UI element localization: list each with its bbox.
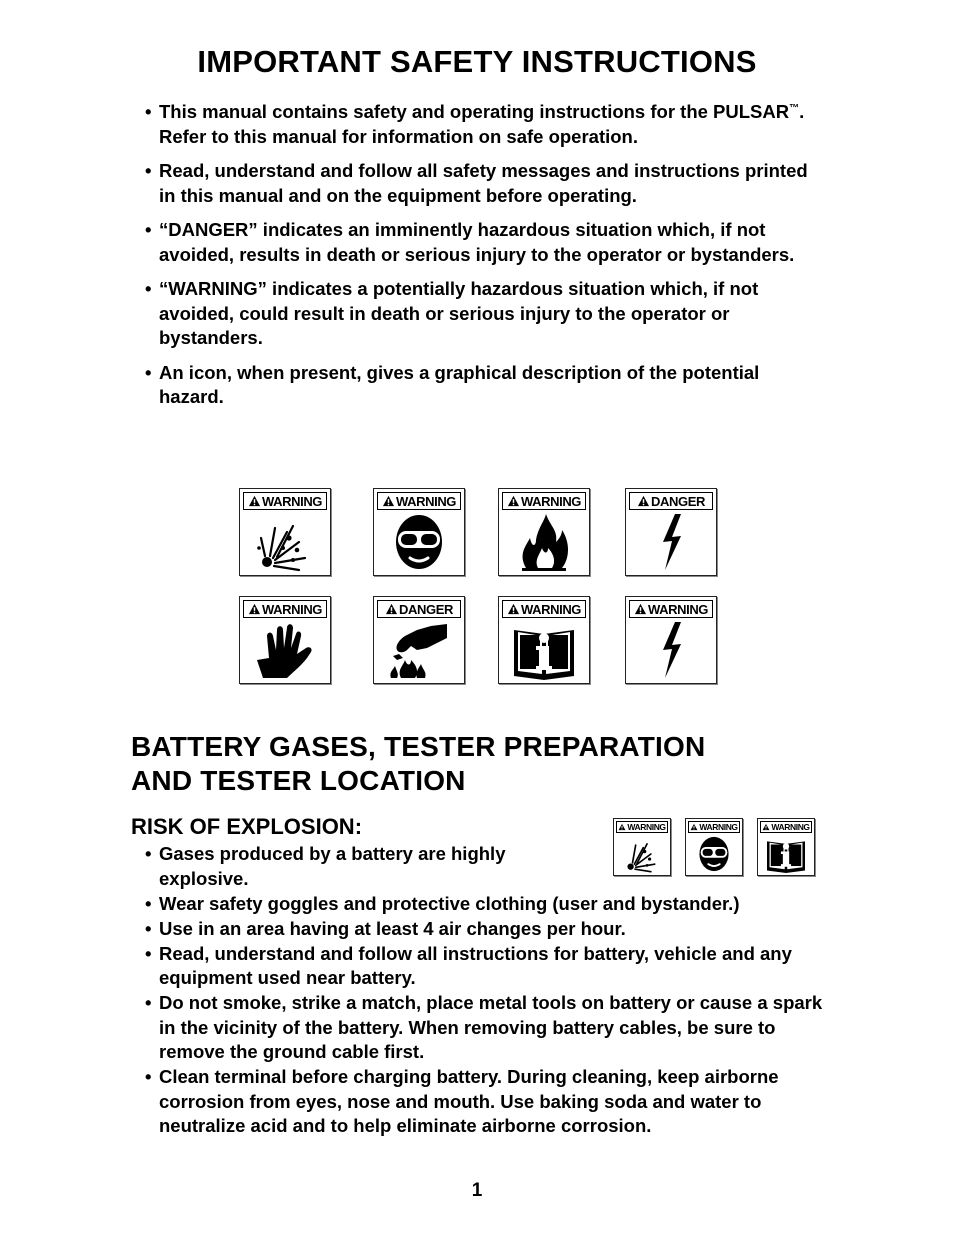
sign-label: WARNING <box>771 822 810 832</box>
page-number: 1 <box>471 1180 483 1201</box>
warning-sign-explosion <box>239 488 331 576</box>
sign-header <box>243 600 327 618</box>
page-title: IMPORTANT SAFETY INSTRUCTIONS <box>197 44 757 79</box>
sign-label: WARNING <box>520 493 582 509</box>
list-item <box>131 917 831 942</box>
list-item <box>131 892 831 917</box>
alert-triangle-icon <box>762 823 770 831</box>
list-item <box>131 218 821 267</box>
fire-icon <box>512 512 576 572</box>
bullet-text: An icon, when present, gives a graphical description of the potential hazard. <box>159 361 760 407</box>
protective-glove-icon <box>253 620 317 680</box>
warning-sign-glove <box>239 596 331 684</box>
bullet-text: Wear safety goggles and protective clothing (user and bystander.) <box>159 892 740 914</box>
bullet-text: Gases produced by a battery are highly explosive. <box>159 843 506 889</box>
list-item <box>131 942 831 991</box>
section-heading <box>131 730 831 798</box>
alert-triangle-icon <box>248 603 261 615</box>
bullet-text: . Refer to this manual for information on safe operation. <box>159 101 805 147</box>
list-item <box>131 277 821 351</box>
sign-header <box>629 600 713 618</box>
bullet-text: Use in an area having at least 4 air changes per hour. <box>159 917 626 939</box>
sign-label: WARNING <box>627 822 666 832</box>
warning-sign-goggles <box>373 488 465 576</box>
sign-header <box>760 821 812 833</box>
electric-shock-icon <box>639 512 703 572</box>
alert-triangle-icon <box>637 495 650 507</box>
list-item <box>131 159 821 208</box>
sign-label: DANGER <box>399 601 453 617</box>
read-manual-icon <box>512 620 576 680</box>
sign-label: DANGER <box>651 493 705 509</box>
safety-goggles-icon <box>387 512 451 572</box>
danger-sign-burn <box>373 596 465 684</box>
sign-header <box>377 600 461 618</box>
alert-triangle-icon <box>385 603 398 615</box>
sign-header <box>502 600 586 618</box>
alert-triangle-icon <box>382 495 395 507</box>
bullet-text: “DANGER” indicates an imminently hazardous situation which, if not avoided, results in death or serious injury to the operator or bystanders. <box>159 219 795 265</box>
sign-header <box>629 492 713 510</box>
list-item <box>131 991 831 1065</box>
alert-triangle-icon <box>507 495 520 507</box>
list-item <box>131 1065 831 1139</box>
alert-triangle-icon <box>690 823 698 831</box>
warning-sign-read-manual <box>498 596 590 684</box>
section-heading-line: AND TESTER LOCATION <box>131 765 466 796</box>
bullet-text: Read, understand and follow all instructions for battery, vehicle and any equipment used near battery. <box>159 942 792 988</box>
danger-sign-electric <box>625 488 717 576</box>
bullet-text: Do not smoke, strike a match, place metal tools on battery or cause a spark in the vicinity of the battery. When removing battery cables, be sure to remove the ground cable first. <box>159 992 823 1062</box>
sign-header <box>243 492 327 510</box>
hand-burn-icon <box>387 620 451 680</box>
sign-label: WARNING <box>699 822 738 832</box>
list-item <box>131 361 821 410</box>
list-item <box>131 842 559 891</box>
hazard-icon-grid <box>239 488 719 686</box>
sign-header <box>616 821 668 833</box>
warning-sign-fire <box>498 488 590 576</box>
list-item <box>131 100 821 149</box>
sign-label: WARNING <box>261 601 323 617</box>
alert-triangle-icon <box>507 603 520 615</box>
bullet-text: Read, understand and follow all safety messages and instructions printed in this manual and on the equipment before operating. <box>159 160 808 206</box>
alert-triangle-icon <box>248 495 261 507</box>
explosion-bullet-list <box>131 842 831 1139</box>
sign-label: WARNING <box>261 493 323 509</box>
sign-header <box>502 492 586 510</box>
bullet-text: “WARNING” indicates a potentially hazardous situation which, if not avoided, could result in death or serious injury to the operator or bystanders. <box>159 278 759 348</box>
alert-triangle-icon <box>618 823 626 831</box>
bullet-text: This manual contains safety and operating instructions for the PULSAR <box>159 101 790 122</box>
warning-sign-electric <box>625 596 717 684</box>
sign-label: WARNING <box>647 601 709 617</box>
sign-label: WARNING <box>395 493 457 509</box>
sign-header <box>377 492 461 510</box>
bullet-text: Clean terminal before charging battery. During cleaning, keep airborne corrosion from eyes, nose and mouth. Use baking soda and water to neutralize acid and to help eliminate airborne corrosion. <box>159 1066 779 1136</box>
sign-header <box>688 821 740 833</box>
alert-triangle-icon <box>634 603 647 615</box>
electric-shock-icon <box>639 620 703 680</box>
intro-bullet-list <box>131 100 821 420</box>
subheading-risk-of-explosion: RISK OF EXPLOSION: <box>131 814 363 839</box>
trademark-symbol: ™ <box>789 103 800 114</box>
section-heading-line: BATTERY GASES, TESTER PREPARATION <box>131 731 706 762</box>
explosion-icon <box>253 512 317 572</box>
sign-label: WARNING <box>520 601 582 617</box>
